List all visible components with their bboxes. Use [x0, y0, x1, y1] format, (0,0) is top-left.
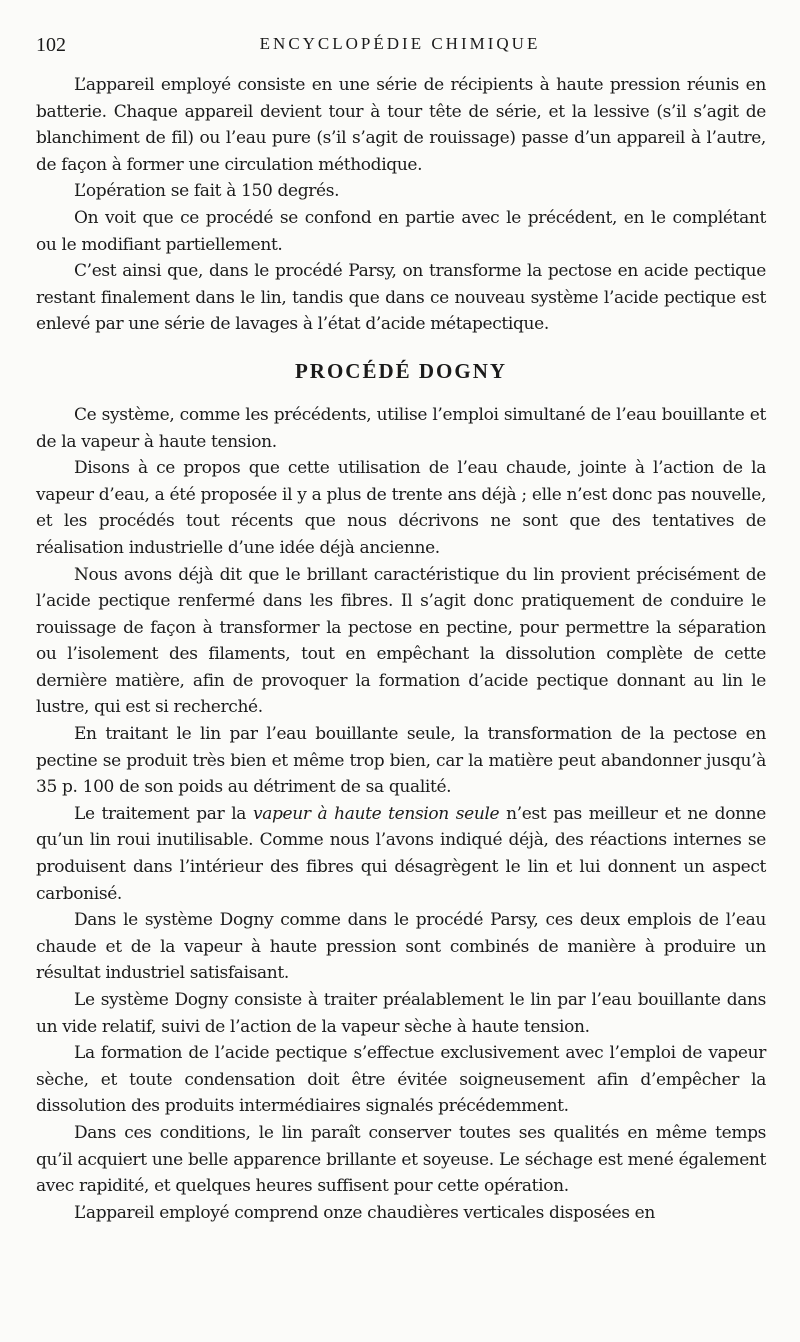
- paragraph: En traitant le lin par l’eau bouillante seule, la transformation de la pectose en pectine se produit très bien et même trop bien, car la matière peut abandonner jusqu’à 35 p. 100 de son poids au détriment de sa qualité.: [36, 724, 766, 798]
- paragraph-text: Le traitement par la: [74, 803, 253, 824]
- paragraph: C’est ainsi que, dans le procédé Parsy, on transforme la pectose en acide pectique restant finalement dans le lin, tandis que dans ce nouveau système l’acide pectique est enlevé par une série de lavages à l’état d’acide métapectique.: [36, 261, 766, 335]
- page-header: [36, 34, 764, 60]
- paragraph: Dans ces conditions, le lin paraît conserver toutes ses qualités en même temps qu’il acquiert une belle apparence brillante et soyeuse. Le séchage est mené également avec rapidité, et quelques heures suffisent pour cette opération.: [36, 1122, 766, 1197]
- italic-phrase: vapeur à haute tension seule: [252, 803, 500, 824]
- paragraph: Disons à ce propos que cette utilisation de l’eau chaude, jointe à l’action de la vapeur d’eau, a été proposée il y a plus de trente ans déjà ; elle n’est donc pas nouvelle, et les procédés tout récents que nous décrivons ne sont que des tentatives de réalisation industrielle d’une idée déjà ancienne.: [36, 458, 766, 558]
- paragraph: La formation de l’acide pectique s’effectue exclusivement avec l’emploi de vapeur sèche, et toute condensation doit être évitée soigneusement afin d’empêcher la dissolution des produits intermédiaires signalés précédemment.: [36, 1043, 766, 1117]
- paragraph: Dans le système Dogny comme dans le procédé Parsy, ces deux emplois de l’eau chaude et de la vapeur à haute pression sont combinés de manière à produire un résultat industriel satisfaisant.: [36, 910, 766, 984]
- paragraph: L’opération se fait à 150 degrés.: [74, 181, 340, 202]
- page-number: 102: [36, 34, 66, 56]
- paragraph: L’appareil employé consiste en une série de récipients à haute pression réunis en batterie. Chaque appareil devient tour à tour tête de série, et la lessive (s’il s’agit de blanchiment de fil) ou l’eau pure (s’il s’agit de rouissage) passe d’un appareil à l’autre, de façon à former une circulation méthodique.: [36, 75, 766, 175]
- paragraph: Nous avons déjà dit que le brillant caractéristique du lin provient précisément de l’acide pectique renfermé dans les fibres. Il s’agit donc pratiquement de conduire le rouissage de façon à transformer la pectose en pectine, pour permettre la séparation ou l’isolement des filaments, tout en empêchant la dissolution complète de cette dernière matière, afin de provoquer la formation d’acide pectique donnant au lin le lustre, qui est si recherché.: [36, 564, 766, 718]
- paragraph: Ce système, comme les précédents, utilise l’emploi simultané de l’eau bouillante et de la vapeur à haute tension.: [36, 404, 766, 452]
- paragraph-with-italic: [36, 801, 766, 907]
- running-title: ENCYCLOPÉDIE CHIMIQUE: [259, 34, 541, 53]
- paragraph: On voit que ce procédé se confond en partie avec le précédent, en le complétant ou le modifiant partiellement.: [36, 207, 766, 255]
- body-text: [36, 72, 766, 1226]
- paragraph: L’appareil employé comprend onze chaudières verticales disposées en: [74, 1202, 655, 1223]
- paragraph: Le système Dogny consiste à traiter préalablement le lin par l’eau bouillante dans un vide relatif, suivi de l’action de la vapeur sèche à haute tension.: [36, 990, 766, 1037]
- paragraph-text: n’est pas meilleur et ne donne qu’un lin roui inutilisable. Comme nous l’avons indiqué déjà, des réactions internes se produisent dans l’intérieur des fibres qui désagrègent le lin et lui donnent un aspect carbonisé.: [36, 803, 766, 904]
- section-title: PROCÉDÉ DOGNY: [294, 358, 508, 383]
